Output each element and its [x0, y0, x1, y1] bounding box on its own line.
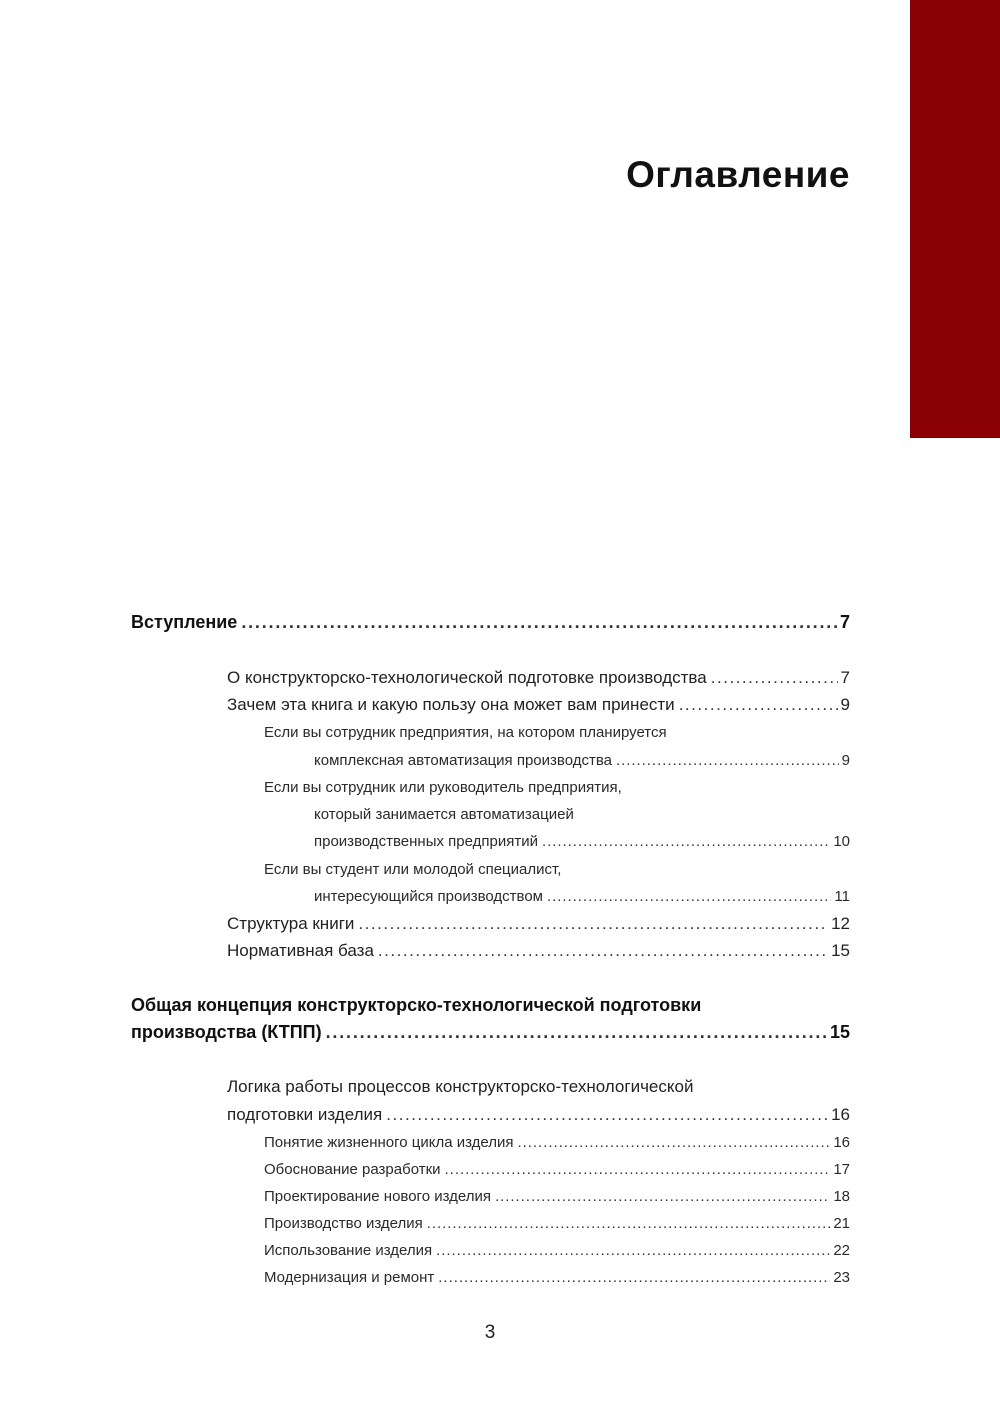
page-number: 3 [484, 1322, 496, 1343]
toc-entry-page: 18 [833, 1188, 850, 1205]
toc-leader-dots [326, 1022, 827, 1043]
toc-entry-repair[interactable] [264, 1269, 850, 1286]
toc-entry-label: подготовки изделия [227, 1105, 383, 1124]
toc-entry-page: 7 [840, 668, 850, 687]
toc-entry-design[interactable] [264, 1188, 850, 1205]
toc-entry-page: 21 [833, 1215, 850, 1232]
toc-entry-page: 23 [833, 1269, 850, 1286]
toc-leader-dots [445, 1161, 831, 1178]
toc-entry-label: Структура книги [227, 914, 355, 933]
toc-entry-label: Модернизация и ремонт [264, 1269, 435, 1286]
toc-leader-dots [711, 668, 838, 688]
toc-leader-dots [616, 752, 839, 769]
toc-leader-dots [358, 914, 828, 934]
toc-entry-label: Производство изделия [264, 1215, 423, 1232]
toc-entry-page: 15 [829, 1022, 850, 1042]
toc-entry-employee[interactable] [314, 752, 850, 769]
toc-entry-page: 16 [831, 1105, 850, 1124]
toc-entry-page: 22 [833, 1242, 850, 1259]
toc-leader-dots [438, 1269, 830, 1286]
toc-entry-structure[interactable] [227, 914, 850, 934]
toc-entry-label: Нормативная база [227, 941, 374, 960]
toc-entry-label: Обоснование разработки [264, 1161, 441, 1178]
toc-entry-label: комплексная автоматизация производства [314, 752, 612, 769]
toc-leader-dots [427, 1215, 831, 1232]
toc-entry-label: Зачем эта книга и какую пользу она может вам принести [227, 695, 675, 714]
toc-entry-student-line1[interactable]: Если вы студент или молодой специалист, [264, 861, 562, 878]
toc-entry-manager-line1[interactable]: Если вы сотрудник или руководитель предприятия, [264, 779, 622, 796]
toc-entry-student[interactable] [314, 888, 850, 905]
toc-entry-label: производственных предприятий [314, 833, 538, 850]
toc-leader-dots [547, 888, 831, 905]
toc-leader-dots [518, 1134, 831, 1151]
page-title: Оглавление [626, 154, 850, 195]
toc-entry-page: 15 [831, 941, 850, 960]
toc-leader-dots [436, 1242, 830, 1259]
toc-entry-page: 11 [834, 888, 850, 905]
toc-leader-dots [542, 833, 830, 850]
toc-entry-lifecycle[interactable] [264, 1134, 850, 1151]
toc-entry-manager[interactable] [314, 833, 850, 850]
toc-entry-normative[interactable] [227, 941, 850, 961]
toc-leader-dots [679, 695, 838, 715]
toc-entry-logic[interactable] [227, 1105, 850, 1125]
toc-entry-why-book[interactable] [227, 695, 850, 715]
toc-entry-page: 12 [831, 914, 850, 933]
toc-leader-dots [241, 612, 837, 633]
toc-entry-page: 7 [839, 612, 850, 632]
toc-entry-usage[interactable] [264, 1242, 850, 1259]
toc-entry-label: производства (КТПП) [131, 1022, 322, 1042]
toc-entry-employee-line1[interactable]: Если вы сотрудник предприятия, на котором планируется [264, 724, 667, 741]
toc-entry-manager-line2[interactable]: который занимается автоматизацией [314, 806, 574, 823]
toc-entry-logic-line1[interactable]: Логика работы процессов конструкторско-технологической [227, 1077, 694, 1096]
toc-entry-label: О конструкторско-технологической подготовке производства [227, 668, 707, 687]
toc-entry-concept-line1[interactable]: Общая концепция конструкторско-технологической подготовки [131, 995, 702, 1015]
toc-entry-page: 10 [833, 833, 850, 850]
toc-entry-page: 17 [833, 1161, 850, 1178]
toc-entry-page: 9 [841, 752, 850, 769]
toc-entry-intro[interactable] [131, 612, 850, 633]
toc-entry-label: Использование изделия [264, 1242, 433, 1259]
toc-leader-dots [386, 1105, 828, 1125]
toc-entry-label: интересующийся производством [314, 888, 543, 905]
toc-entry-page: 9 [840, 695, 850, 714]
toc-entry-page: 16 [833, 1134, 850, 1151]
toc-leader-dots [378, 941, 828, 961]
toc-entry-label: Понятие жизненного цикла изделия [264, 1134, 514, 1151]
toc-entry-justification[interactable] [264, 1161, 850, 1178]
toc-entry-label: Проектирование нового изделия [264, 1188, 491, 1205]
toc-leader-dots [495, 1188, 830, 1205]
toc-entry-label: Вступление [131, 612, 238, 632]
toc-entry-production[interactable] [264, 1215, 850, 1232]
toc-entry-concept[interactable] [131, 1022, 850, 1043]
toc-entry-ktpp-about[interactable] [227, 668, 850, 688]
